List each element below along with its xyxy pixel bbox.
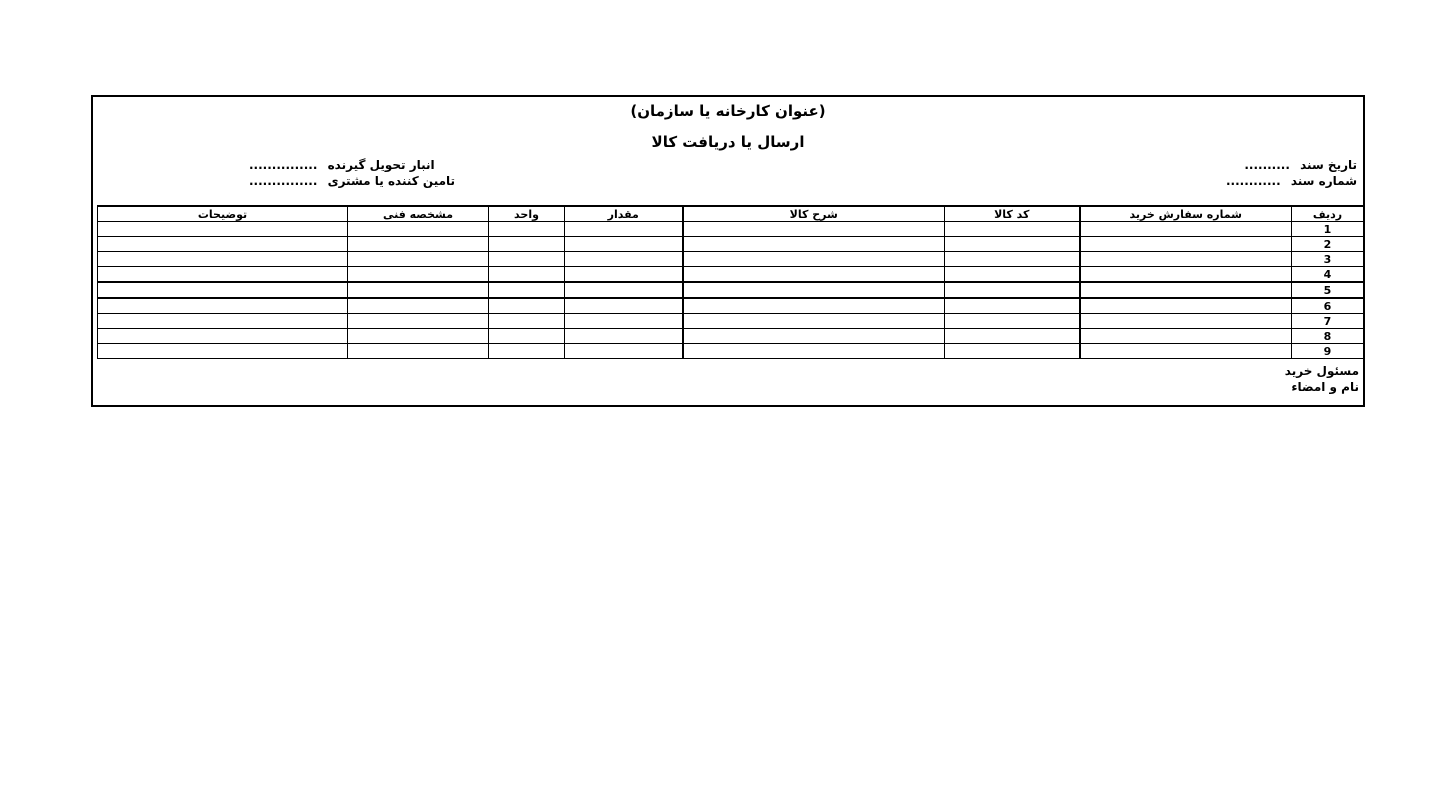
table-cell[interactable]	[683, 252, 945, 267]
document-title: ارسال یا دریافت کالا	[651, 133, 805, 151]
table-cell[interactable]	[489, 252, 565, 267]
table-cell[interactable]	[348, 282, 489, 298]
row-number: 4	[1292, 267, 1364, 283]
table-cell[interactable]	[1080, 267, 1292, 283]
row-number: 6	[1292, 298, 1364, 314]
supplier-value: ...............	[249, 174, 318, 188]
document-number-label: شماره سند	[1290, 174, 1357, 188]
table-cell[interactable]	[348, 222, 489, 237]
receiving-warehouse-value: ...............	[249, 158, 318, 172]
table-row	[98, 267, 1364, 283]
name-signature-label: نام و امضاء	[1291, 380, 1359, 394]
table-cell[interactable]	[945, 222, 1080, 237]
table-cell[interactable]	[565, 314, 683, 329]
column-header: مشخصه فنی	[348, 206, 489, 222]
table-cell[interactable]	[565, 252, 683, 267]
table-row	[98, 282, 1364, 298]
table-row	[98, 252, 1364, 267]
column-header: توضیحات	[98, 206, 348, 222]
table-cell[interactable]	[1080, 314, 1292, 329]
table-cell[interactable]	[945, 237, 1080, 252]
table-cell[interactable]	[1080, 329, 1292, 344]
document-date-value: ..........	[1244, 158, 1290, 172]
row-number: 1	[1292, 222, 1364, 237]
table-cell[interactable]	[348, 329, 489, 344]
table-cell[interactable]	[1080, 298, 1292, 314]
row-number: 8	[1292, 329, 1364, 344]
table-cell[interactable]	[489, 344, 565, 359]
table-cell[interactable]	[1080, 237, 1292, 252]
table-cell[interactable]	[98, 222, 348, 237]
table-cell[interactable]	[489, 298, 565, 314]
table-cell[interactable]	[98, 237, 348, 252]
purchase-officer-label: مسئول خرید	[1284, 364, 1359, 378]
goods-dispatch-receipt-form	[91, 95, 1365, 407]
table-cell[interactable]	[348, 298, 489, 314]
table-cell[interactable]	[565, 237, 683, 252]
table-cell[interactable]	[565, 222, 683, 237]
table-cell[interactable]	[945, 298, 1080, 314]
supplier-label: تامین کننده یا مشتری	[327, 174, 456, 188]
table-row	[98, 222, 1364, 237]
table-cell[interactable]	[565, 298, 683, 314]
table-cell[interactable]	[98, 282, 348, 298]
table-cell[interactable]	[98, 267, 348, 283]
table-cell[interactable]	[1080, 282, 1292, 298]
table-cell[interactable]	[489, 314, 565, 329]
table-cell[interactable]	[945, 344, 1080, 359]
document-number-field	[1226, 173, 1357, 189]
table-cell[interactable]	[489, 222, 565, 237]
table-cell[interactable]	[489, 329, 565, 344]
table-row	[98, 237, 1364, 252]
table-cell[interactable]	[1080, 252, 1292, 267]
table-cell[interactable]	[348, 252, 489, 267]
table-cell[interactable]	[683, 344, 945, 359]
table-cell[interactable]	[98, 344, 348, 359]
table-cell[interactable]	[565, 267, 683, 283]
row-number: 5	[1292, 282, 1364, 298]
signature-block	[1285, 363, 1359, 395]
table-cell[interactable]	[98, 314, 348, 329]
table-cell[interactable]	[348, 314, 489, 329]
table-cell[interactable]	[683, 314, 945, 329]
table-row	[98, 344, 1364, 359]
document-number-value: ............	[1225, 174, 1281, 188]
table-cell[interactable]	[945, 282, 1080, 298]
table-row	[98, 298, 1364, 314]
table-cell[interactable]	[565, 344, 683, 359]
table-cell[interactable]	[565, 329, 683, 344]
column-header: کد کالا	[945, 206, 1080, 222]
column-header: شماره سفارش خرید	[1080, 206, 1292, 222]
document-date-field	[1244, 157, 1357, 173]
table-cell[interactable]	[683, 329, 945, 344]
row-number: 9	[1292, 344, 1364, 359]
table-cell[interactable]	[945, 267, 1080, 283]
table-header-row	[98, 206, 1364, 222]
column-header: شرح کالا	[683, 206, 945, 222]
column-header: واحد	[489, 206, 565, 222]
table-cell[interactable]	[1080, 222, 1292, 237]
document-date-label: تاریخ سند	[1300, 158, 1357, 172]
column-header: ردیف	[1292, 206, 1364, 222]
column-header: مقدار	[565, 206, 683, 222]
table-cell[interactable]	[565, 282, 683, 298]
receiving-warehouse-field	[249, 157, 435, 173]
table-cell[interactable]	[945, 252, 1080, 267]
row-number: 3	[1292, 252, 1364, 267]
receiving-warehouse-label: انبار تحویل گیرنده	[327, 158, 435, 172]
table-cell[interactable]	[683, 267, 945, 283]
table-cell[interactable]	[683, 237, 945, 252]
table-cell[interactable]	[489, 237, 565, 252]
items-table	[97, 205, 1364, 359]
table-cell[interactable]	[348, 237, 489, 252]
table-cell[interactable]	[683, 282, 945, 298]
row-number: 7	[1292, 314, 1364, 329]
table-cell[interactable]	[98, 252, 348, 267]
row-number: 2	[1292, 237, 1364, 252]
table-cell[interactable]	[489, 267, 565, 283]
supplier-field	[249, 173, 455, 189]
table-cell[interactable]	[945, 314, 1080, 329]
table-row	[98, 329, 1364, 344]
table-cell[interactable]	[1080, 344, 1292, 359]
organization-title: (عنوان کارخانه یا سازمان)	[630, 102, 826, 120]
table-cell[interactable]	[683, 298, 945, 314]
table-cell[interactable]	[98, 329, 348, 344]
table-cell[interactable]	[945, 329, 1080, 344]
table-cell[interactable]	[683, 222, 945, 237]
table-cell[interactable]	[489, 282, 565, 298]
table-row	[98, 314, 1364, 329]
table-cell[interactable]	[348, 344, 489, 359]
table-cell[interactable]	[98, 298, 348, 314]
table-cell[interactable]	[348, 267, 489, 283]
